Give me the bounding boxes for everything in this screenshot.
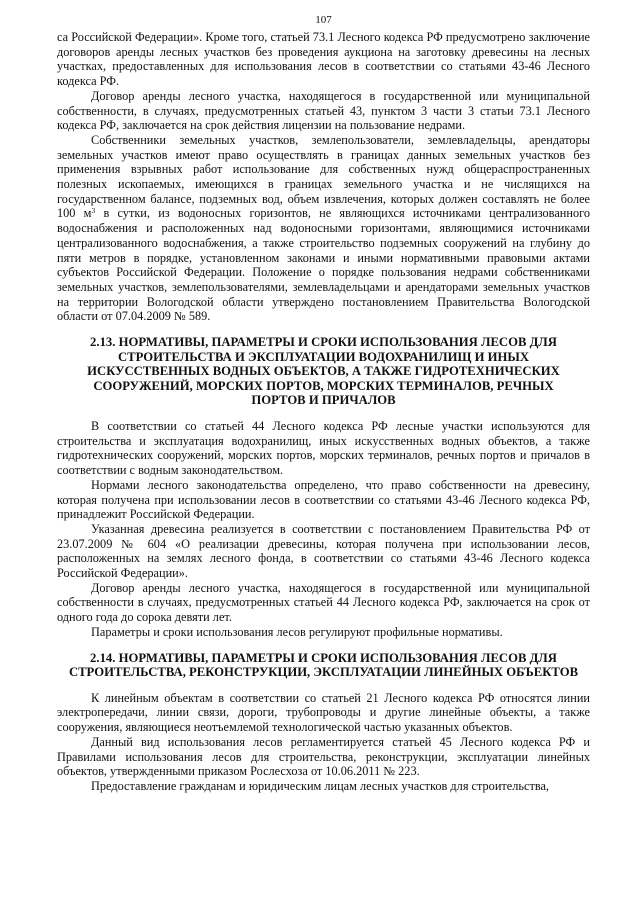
- paragraph-landowners-part2: в сутки, из водоносных горизонтов, не являющихся источниками централизованного водоснабжения и расположенных над водоносными горизонтами, являющимися источниками централизованного водоснабжения, а также строительство подземных сооружений на глубину до пяти метров в порядке, установленном законами и иными нормативными правовыми актами субъектов Российской Федерации. Положение о порядке пользования недрами собственниками земельных участков, землепользователями, землевладельцами и арендаторами земельных участков на территории Вологодской области утверждено постановлением Правительства Вологодской области от 07.04.2009 № 589.: [57, 206, 590, 324]
- paragraph-2-14-3: Предоставление гражданам и юридическим лицам лесных участков для строительства,: [91, 778, 549, 793]
- paragraph-landowners: [57, 133, 590, 324]
- paragraph-2-13-3: Указанная древесина реализуется в соответствии с постановлением Правительства РФ от 23.07.2009 № 604 «О реализации древесины, которая получена при использовании лесов, расположенных на землях лесного фонда, в соответствии со статьями 43-46 Лесного кодекса Российской Федерации».: [57, 521, 590, 581]
- paragraph-2-13-2: Нормами лесного законодательства определено, что право собственности на древесину, которая получена при использовании лесов в соответствии со статьями 43-46 Лесного кодекса РФ, принадлежит Российской Федерации.: [57, 477, 590, 522]
- page-number: 107: [315, 14, 332, 26]
- section-heading-2-14: 2.14. НОРМАТИВЫ, ПАРАМЕТРЫ И СРОКИ ИСПОЛЬЗОВАНИЯ ЛЕСОВ ДЛЯ СТРОИТЕЛЬСТВА, РЕКОНСТРУКЦИИ, ЭКСПЛУАТАЦИИ ЛИНЕЙНЫХ ОБЪЕКТОВ: [68, 650, 579, 680]
- paragraph-2-13-5: Параметры и сроки использования лесов регулируют профильные нормативы.: [91, 624, 503, 639]
- paragraph-2-13-4: Договор аренды лесного участка, находящегося в государственной или муниципальной собственности в случаях, предусмотренных статьей 44 Лесного кодекса РФ, заключается на срок от одного года до сорока девяти лет.: [57, 580, 590, 625]
- paragraph-landowners-part1: Собственники земельных участков, землепользователи, землевладельцы, арендаторы земельных участков имеют право осуществлять в границах данных земельных участков без применения взрывных работ использование для собственных нужд общераспространенных полезных ископаемых, имеющихся в границах земельного участка и не числящихся на государственном балансе, подземных вод, объем извлечения, которых должен составлять не более 100 м: [57, 132, 590, 221]
- paragraph-continuation: са Российской Федерации». Кроме того, статьей 73.1 Лесного кодекса РФ предусмотрено заключение договоров аренды лесных участков без проведения аукциона на заготовку древесины на лесных участках, предоставленных для использования лесов в соответствии со статьями 43-46 Лесного кодекса РФ.: [57, 30, 590, 89]
- paragraph-2-13-1: В соответствии со статьей 44 Лесного кодекса РФ лесные участки используются для строительства и эксплуатация водохранилищ, иных искусственных водных объектов, а также гидротехнических сооружений, морских портов, морских терминалов, речных портов и причалов в соответствии с водным законодательством.: [57, 419, 590, 478]
- paragraph-2-14-1: К линейным объектам в соответствии со статьей 21 Лесного кодекса РФ относятся линии электропередачи, линии связи, дороги, трубопроводы и другие линейные объекты, а также сооружения, являющиеся неотъемлемой технологической частью указанных объектов.: [57, 690, 590, 735]
- cubic-superscript: 3: [91, 206, 96, 216]
- paragraph-2-14-2: Данный вид использования лесов регламентируется статьей 45 Лесного кодекса РФ и Правилами использования лесов для строительства, реконструкции, эксплуатации линейных объектов, утвержденными приказом Рослесхоза от 10.06.2011 № 223.: [57, 734, 590, 779]
- paragraph-lease-subsoil: Договор аренды лесного участка, находящегося в государственной или муниципальной собственности, в случаях, предусмотренных статьей 43, пунктом 3 части 3 статьи 73.1 Лесного кодекса РФ, заключается на срок действия лицензии на пользование недрами.: [57, 88, 590, 133]
- section-heading-2-13: 2.13. НОРМАТИВЫ, ПАРАМЕТРЫ И СРОКИ ИСПОЛЬЗОВАНИЯ ЛЕСОВ ДЛЯ СТРОИТЕЛЬСТВА И ЭКСПЛУАТАЦИИ ВОДОХРАНИЛИЩ И ИНЫХ ИСКУССТВЕННЫХ ВОДНЫХ ОБЪЕКТОВ, А ТАКЖЕ ГИДРОТЕХНИЧЕСКИХ СООРУЖЕНИЙ, МОРСКИХ ПОРТОВ, МОРСКИХ ТЕРМИНАЛОВ, РЕЧНЫХ ПОРТОВ И ПРИЧАЛОВ: [87, 335, 560, 408]
